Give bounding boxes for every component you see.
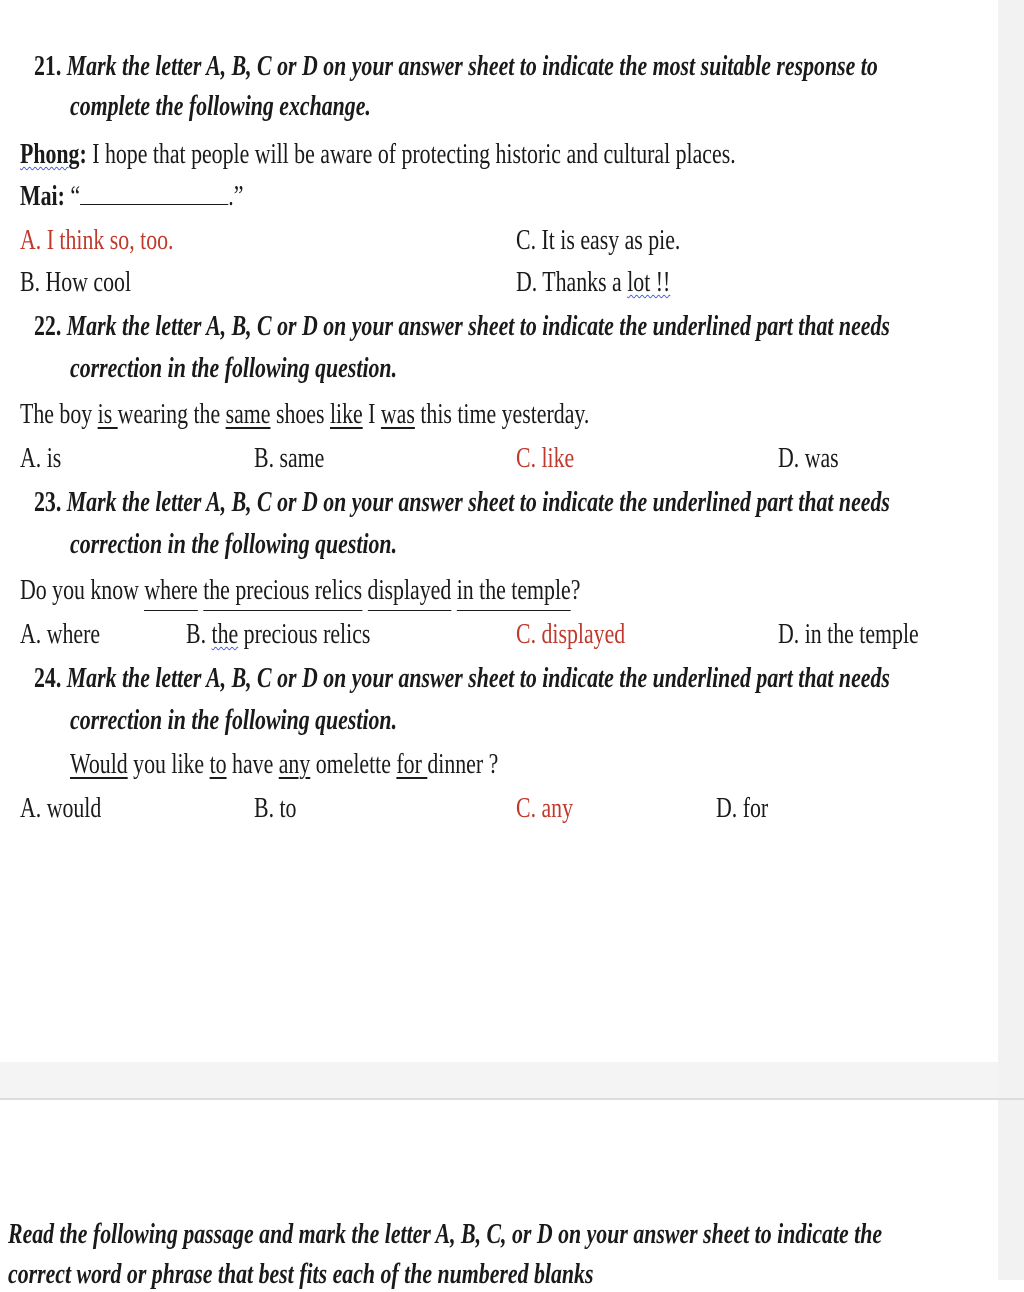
- q23-option-d: D. in the temple: [778, 619, 919, 650]
- q22-option-b: B. same: [254, 443, 325, 474]
- q22-sentence: The boy is wearing the same shoes like I was this time yesterday.: [20, 399, 590, 430]
- q24-sentence: Would you like to have any omelette for dinner ?: [70, 749, 499, 780]
- q22-instruction-line-1: 22. Mark the letter A, B, C or D on your answer sheet to indicate the underlined part that needs: [34, 311, 890, 342]
- q24-instruction-line-1: 24. Mark the letter A, B, C or D on your answer sheet to indicate the underlined part that needs: [34, 663, 890, 694]
- q24-option-d: D. for: [716, 793, 769, 824]
- answer-blank: [80, 182, 228, 205]
- viewer-gutter: [998, 0, 1024, 1280]
- q23-sentence: Do you know where the precious relics displayed in the temple?: [20, 574, 580, 611]
- q23-instruction-line-1: 23. Mark the letter A, B, C or D on your answer sheet to indicate the underlined part that needs: [34, 487, 890, 518]
- q22-option-c: C. like: [516, 443, 575, 474]
- passage-instruction-line-1: Read the following passage and mark the letter A, B, C, or D on your answer sheet to indicate the: [8, 1219, 883, 1250]
- q24-instruction-line-2: correction in the following question.: [70, 705, 398, 736]
- q21-option-c: C. It is easy as pie.: [516, 225, 681, 256]
- q22-option-a: A. is: [20, 443, 62, 474]
- q21-dialogue-line-2: Mai: “ .”: [20, 181, 244, 212]
- q23-option-b: B. the precious relics: [186, 619, 371, 650]
- page-gap: [0, 1062, 998, 1098]
- q23-instruction-line-2: correction in the following question.: [70, 529, 398, 560]
- q21-instruction-line-2: complete the following exchange.: [70, 91, 371, 122]
- q24-option-c: C. any: [516, 793, 574, 824]
- q23-option-a: A. where: [20, 619, 101, 650]
- q21-instruction-line-1: 21. Mark the letter A, B, C or D on your answer sheet to indicate the most suitable response to: [34, 51, 878, 82]
- q24-option-a: A. would: [20, 793, 102, 824]
- passage-instruction-line-2: correct word or phrase that best fits each of the numbered blanks: [8, 1259, 594, 1290]
- q21-option-b: B. How cool: [20, 267, 132, 298]
- q24-option-b: B. to: [254, 793, 297, 824]
- page-separator: [0, 1098, 1024, 1100]
- q22-option-d: D. was: [778, 443, 839, 474]
- q21-option-d: D. Thanks a lot !!: [516, 267, 671, 298]
- q21-option-a: A. I think so, too.: [20, 225, 174, 256]
- q23-option-c: C. displayed: [516, 619, 626, 650]
- q21-dialogue-line-1: Phong: I hope that people will be aware of protecting historic and cultural places.: [20, 139, 736, 170]
- q22-instruction-line-2: correction in the following question.: [70, 353, 398, 384]
